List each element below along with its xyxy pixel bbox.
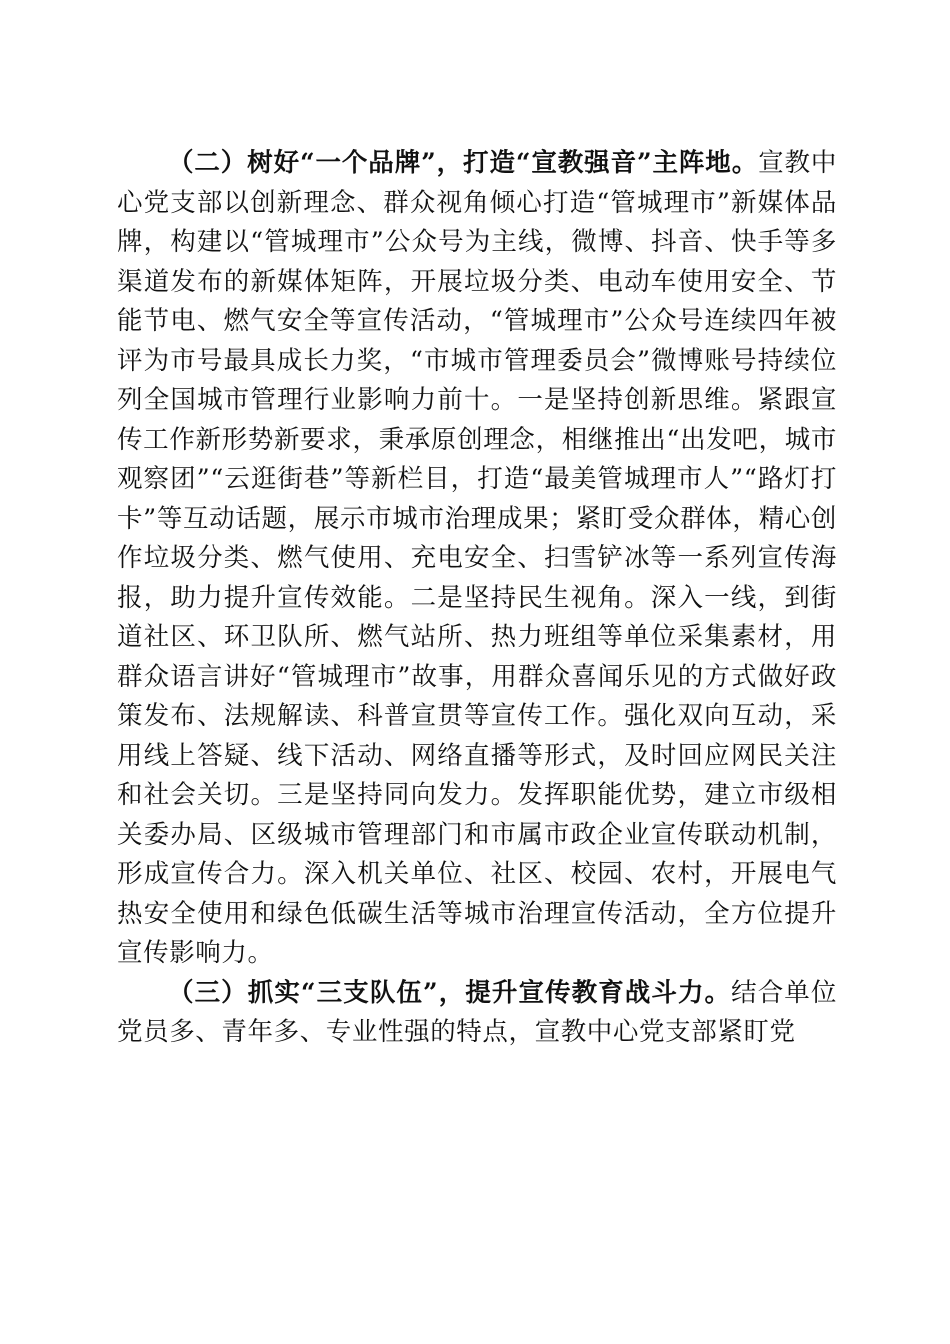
section-three-text: 结合单位党员多、青年多、专业性强的特点，宣教中心党支部紧盯党 [117,977,837,1047]
section-two-text: 宣教中心党支部以创新理念、群众视角倾心打造“管城理市”新媒体品牌，构建以“管城理市”公众号为主线，微博、抖音、快手等多渠道发布的新媒体矩阵，开展垃圾分类、电动车使用安全、节能节电、燃气安全等宣传活动，“管城理市”公众号连续四年被评为市号最具成长力奖，“市城市管理委员会”微博账号持续位列全国城市管理行业影响力前十。一是坚持创新思维。紧跟宣传工作新形势新要求，秉承原创理念，相继推出“出发吧，城市观察团”“云逛街巷”等新栏目，打造“最美管城理市人”“路灯打卡”等互动话题，展示市城市治理成果；紧盯受众群体，精心创作垃圾分类、燃气使用、充电安全、扫雪铲冰等一系列宣传海报，助力提升宣传效能。二是坚持民生视角。深入一线，到街道社区、环卫队所、燃气站所、热力班组等单位采集素材，用群众语言讲好“管城理市”故事，用群众喜闻乐见的方式做好政策发布、法规解读、科普宣贯等宣传工作。强化双向互动，采用线上答疑、线下活动、网络直播等形式，及时回应网民关注和社会关切。三是坚持同向发力。发挥职能优势，建立市级相关委办局、区级城市管理部门和市属市政企业宣传联动机制，形成宣传合力。深入机关单位、社区、校园、农村，开展电气热安全使用和绿色低碳生活等城市治理宣传活动，全方位提升宣传影响力。 [117,148,837,968]
paragraph-section-three [117,974,837,1053]
section-three-heading: （三）抓实“三支队伍”，提升宣传教育战斗力。 [168,977,732,1008]
paragraph-section-two [117,144,837,974]
document-body [117,144,837,1053]
section-two-heading: （二）树好“一个品牌”，打造“宣教强音”主阵地。 [168,148,759,178]
